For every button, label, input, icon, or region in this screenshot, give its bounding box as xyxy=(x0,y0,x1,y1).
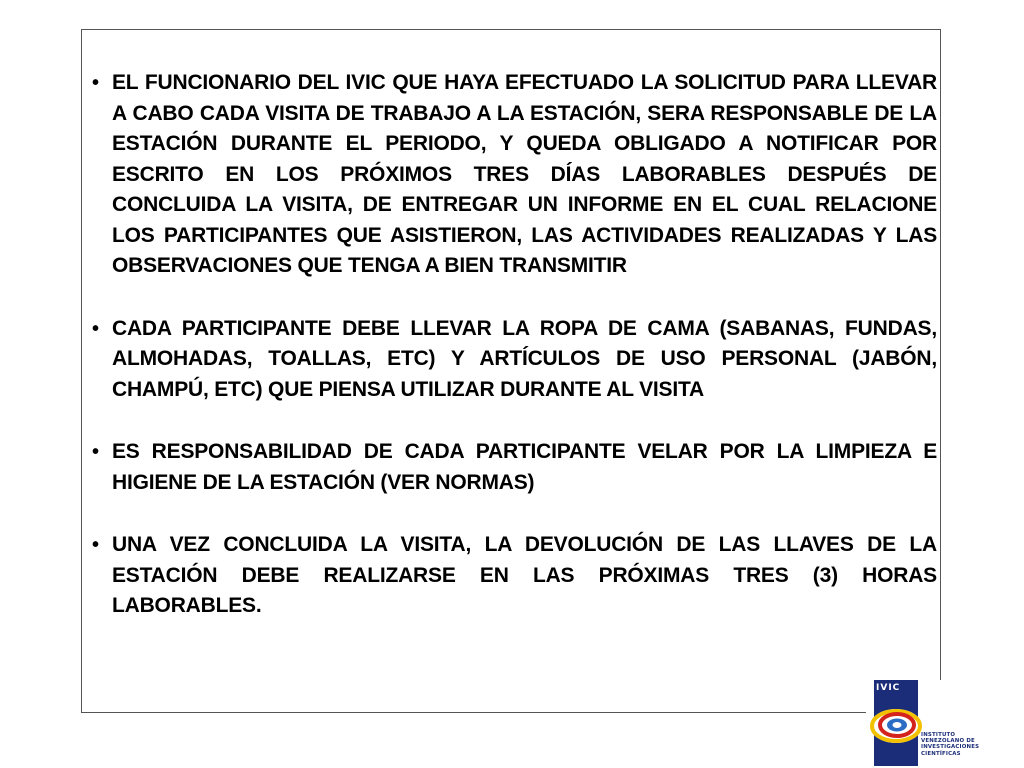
bullet-icon: • xyxy=(92,317,100,340)
ivic-emblem-icon xyxy=(866,680,926,768)
bullet-text: CADA PARTICIPANTE DEBE LLEVAR LA ROPA DE CAMA (SABANAS, FUNDAS, ALMOHADAS, TOALLAS, ETC) Y ARTÍCULOS DE USO PERSONAL (JABÓN, CHAMPÚ, ETC) QUE PIENSA UTILIZAR DURANTE AL VISITA xyxy=(112,316,937,401)
logo-name: IVIC xyxy=(876,683,901,693)
slide-frame xyxy=(81,29,941,713)
logo-caption: INSTITUTO VENEZOLANO DE INVESTIGACIONES CIENTÍFICAS xyxy=(921,732,980,757)
list-item xyxy=(92,68,937,282)
bullet-list xyxy=(92,68,937,622)
bullet-text: EL FUNCIONARIO DEL IVIC QUE HAYA EFECTUADO LA SOLICITUD PARA LLEVAR A CABO CADA VISITA DE TRABAJO A LA ESTACIÓN, SERA RESPONSABLE DE LA ESTACIÓN DURANTE EL PERIODO, Y QUEDA OBLIGADO A NOTIFICAR POR ESCRITO EN LOS PRÓXIMOS TRES DÍAS LABORABLES DESPUÉS DE CONCLUIDA LA VISITA, DE ENTREGAR UN INFORME EN EL CUAL RELACIONE LOS PARTICIPANTES QUE ASISTIERON, LAS ACTIVIDADES REALIZADAS Y LAS OBSERVACIONES QUE TENGA A BIEN TRANSMITIR xyxy=(112,71,937,277)
bullet-icon: • xyxy=(92,441,100,463)
ivic-logo xyxy=(866,680,986,768)
emblem-white-center xyxy=(893,722,902,728)
bullet-icon: • xyxy=(92,534,100,556)
bullet-icon: • xyxy=(92,72,100,94)
list-item xyxy=(92,437,937,498)
bullet-text: UNA VEZ CONCLUIDA LA VISITA, LA DEVOLUCIÓN DE LAS LLAVES DE LA ESTACIÓN DEBE REALIZARSE EN LAS PRÓXIMAS TRES (3) HORAS LABORABLES. xyxy=(112,533,937,617)
list-item xyxy=(92,530,937,622)
bullet-text: ES RESPONSABILIDAD DE CADA PARTICIPANTE VELAR POR LA LIMPIEZA E HIGIENE DE LA ESTACIÓN (VER NORMAS) xyxy=(112,440,937,494)
list-item xyxy=(92,314,937,406)
